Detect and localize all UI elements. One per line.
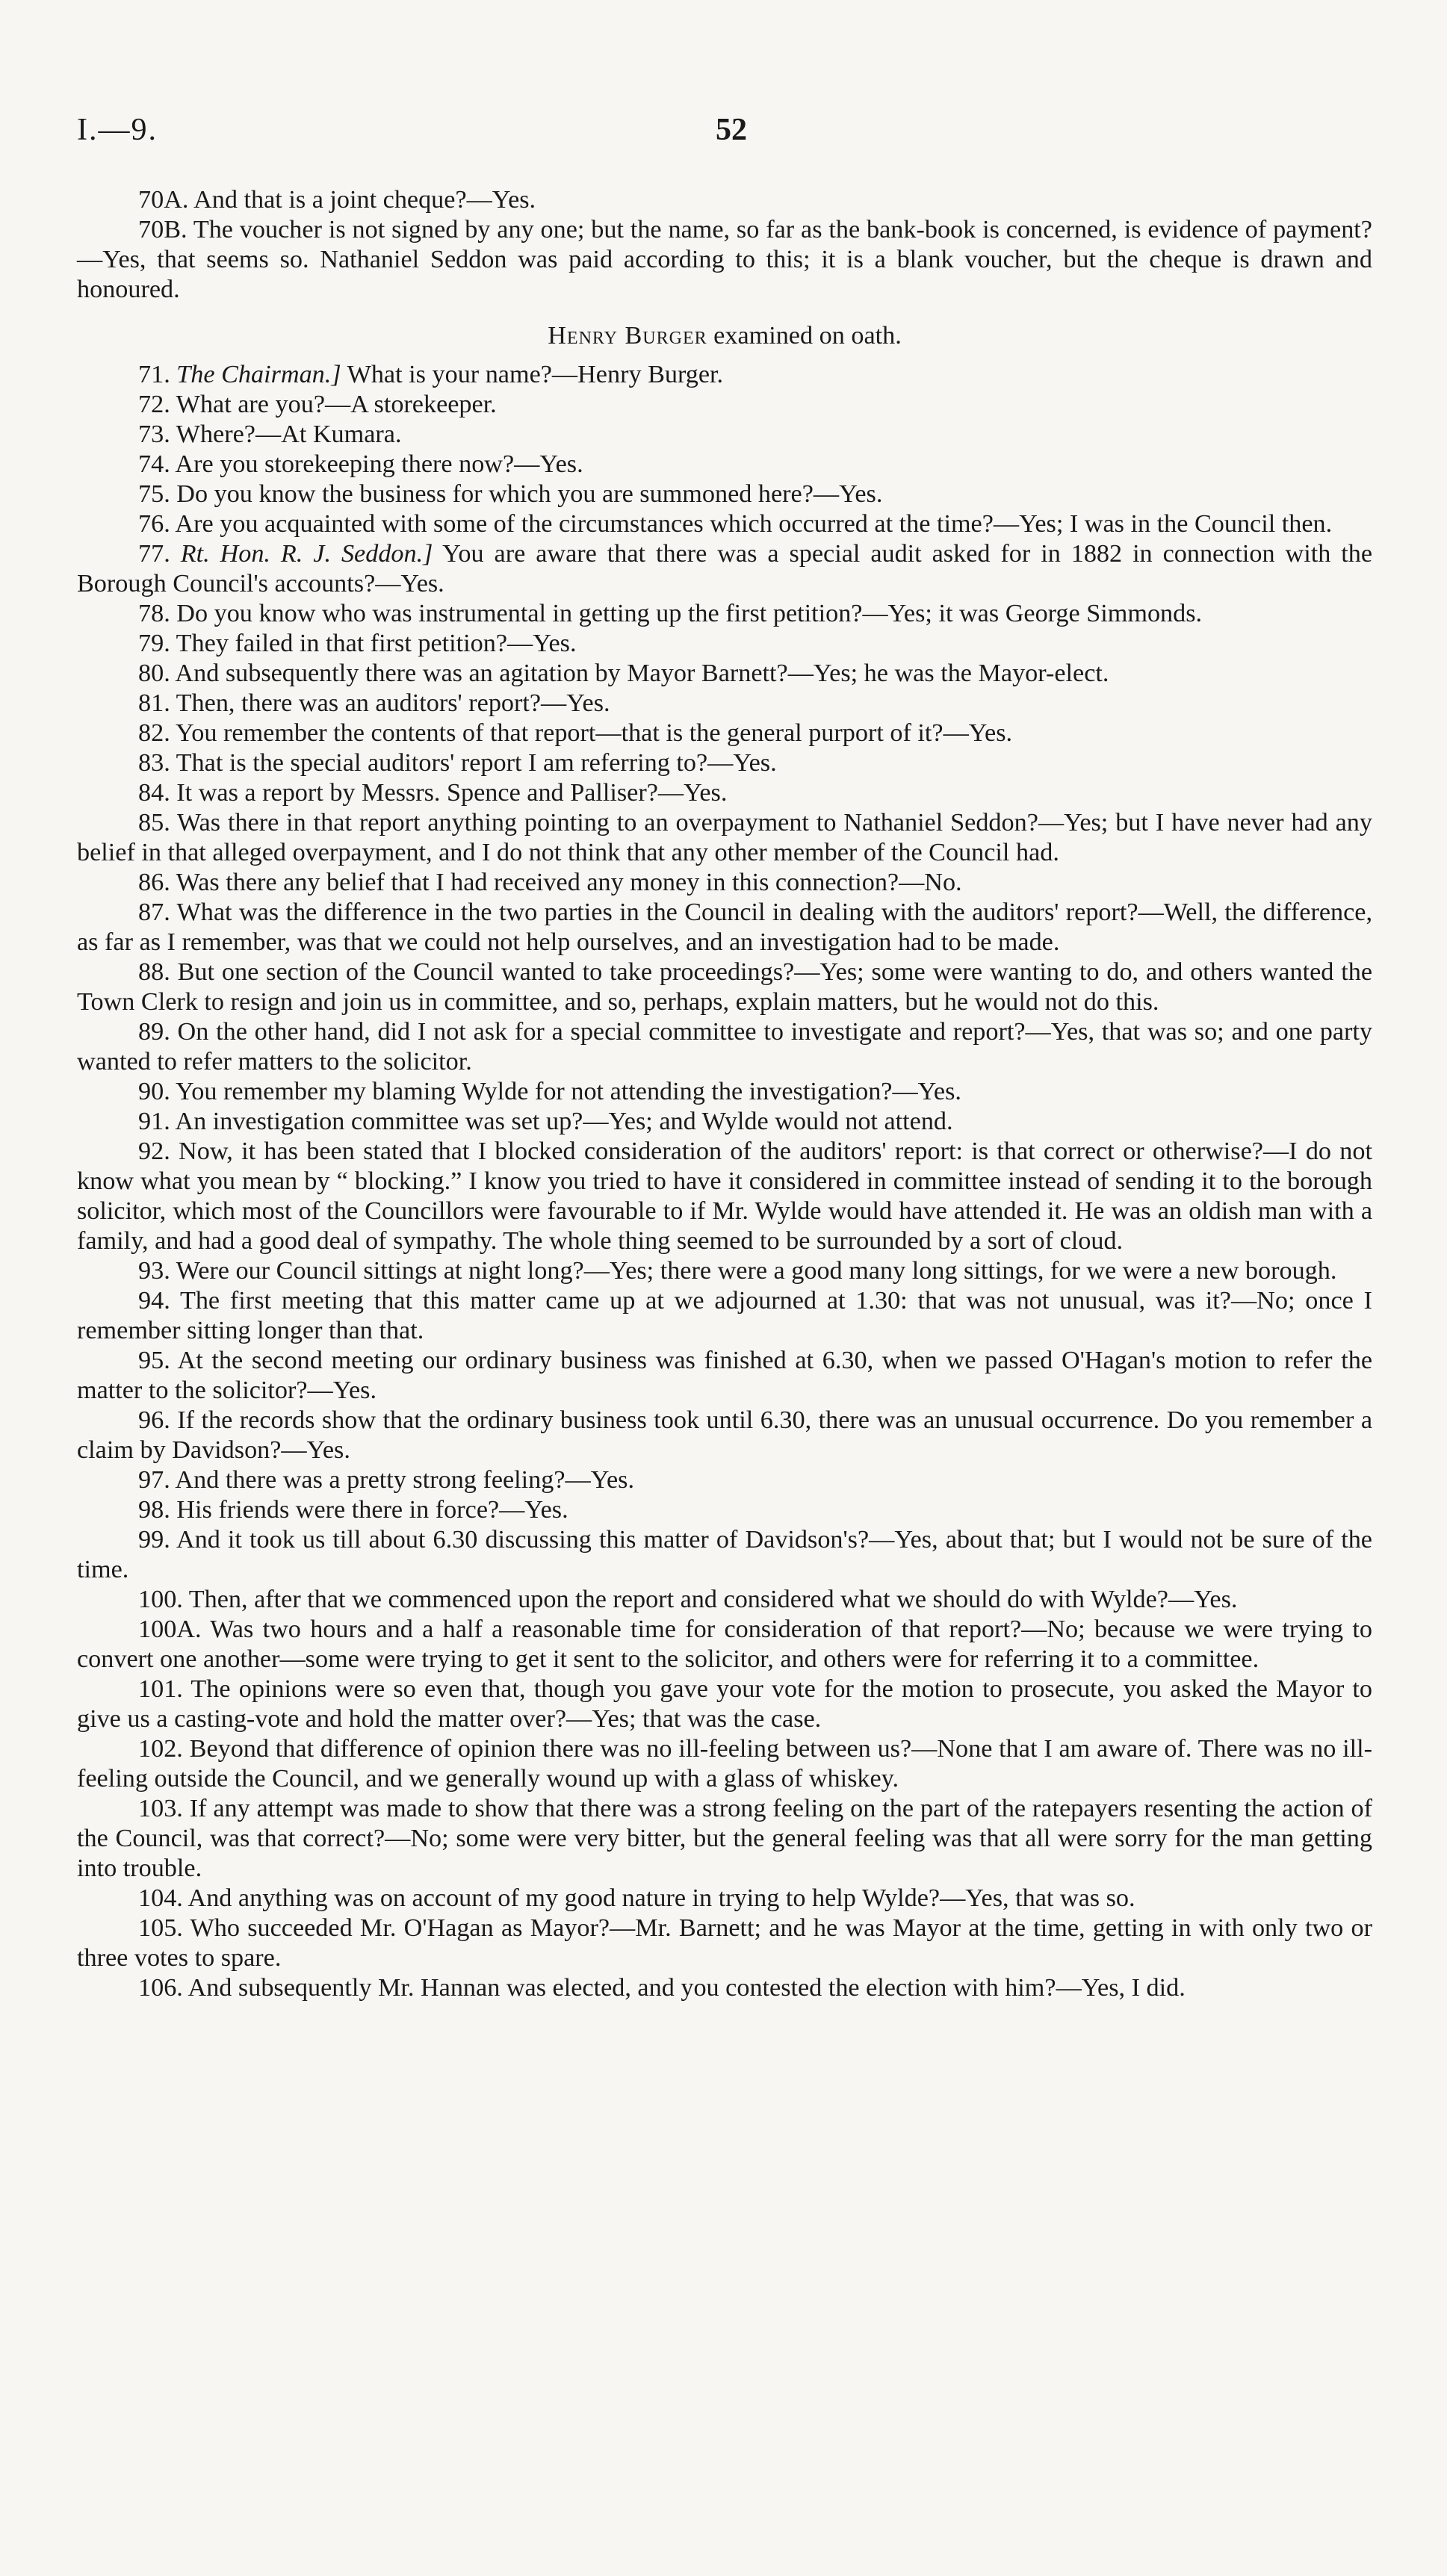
question-number: 81. <box>138 689 170 717</box>
question-paragraph <box>77 1914 1372 1973</box>
evidence-body <box>77 185 1372 2003</box>
question-text: Now, it has been stated that I blocked consideration of the auditors' report: is that correct or otherwise?—I do not know what you mean by “ blocking.” I know you tried to have it considered in committee instead of sending it to the borough solicitor, which most of the Councillors were favourable to if Mr. Wylde would have attended it. He was an oldish man with a family, and had a good deal of sympathy. The whole thing seemed to be surrounded by a sort of cloud. <box>77 1138 1372 1255</box>
question-number: 74. <box>138 450 170 478</box>
question-paragraph <box>77 1734 1372 1794</box>
question-text: You remember the contents of that report—that is the general purport of it?—Yes. <box>176 719 1013 747</box>
question-paragraph <box>77 958 1372 1017</box>
question-paragraph <box>77 1585 1372 1615</box>
question-text: On the other hand, did I not ask for a special committee to investigate and report?—Yes, that was so; and one party wanted to refer matters to the solicitor. <box>77 1018 1373 1076</box>
question-number: 79. <box>138 630 170 657</box>
question-number: 106. <box>138 1974 183 2002</box>
question-text: Are you storekeeping there now?—Yes. <box>175 450 583 478</box>
question-number: 82. <box>138 719 170 747</box>
question-text: At the second meeting our ordinary business was finished at 6.30, when we passed O'Hagan's motion to refer the matter to the solicitor?—Yes. <box>77 1347 1372 1404</box>
question-text: Do you know who was instrumental in getting up the first petition?—Yes; it was George Simmonds. <box>176 600 1203 627</box>
question-paragraph <box>77 390 1372 420</box>
question-paragraph <box>77 629 1372 659</box>
question-paragraph <box>77 1615 1372 1675</box>
question-text: You are aware that there was a special audit asked for in 1882 in connection with the Borough Council's accounts?—Yes. <box>77 540 1373 598</box>
question-number: 95. <box>138 1347 170 1374</box>
question-number: 100. <box>138 1586 183 1613</box>
question-paragraph <box>77 360 1372 390</box>
question-number: 99. <box>138 1526 170 1554</box>
question-text: Beyond that difference of opinion there was no ill-feeling between us?—None that I am aware of. There was no ill-feeling outside the Council, and we generally wound up with a glass of whiskey. <box>77 1735 1373 1793</box>
question-text: If any attempt was made to show that there was a strong feeling on the part of the ratepayers resenting the action of the Council, was that correct?—No; some were very bitter, but the general feeling was that all were sorry for the man getting into trouble. <box>77 1795 1372 1882</box>
question-text: It was a report by Messrs. Spence and Palliser?—Yes. <box>176 779 728 807</box>
question-paragraph <box>77 1884 1372 1914</box>
question-number: 91. <box>138 1108 170 1135</box>
question-number: 75. <box>138 480 170 508</box>
question-number: 98. <box>138 1496 170 1524</box>
question-paragraph <box>77 509 1372 539</box>
question-text: His friends were there in force?—Yes. <box>176 1496 568 1524</box>
question-text: The opinions were so even that, though you gave your vote for the motion to prosecute, you asked the Mayor to give us a casting-vote and hold the matter over?—Yes; that was the case. <box>77 1675 1373 1733</box>
question-paragraph <box>77 1794 1372 1884</box>
examination-heading <box>77 321 1372 351</box>
question-number: 77. <box>138 540 170 568</box>
question-number: 103. <box>138 1795 183 1822</box>
question-paragraph <box>77 1495 1372 1525</box>
question-number: 72. <box>138 391 170 418</box>
question-number: 92. <box>138 1138 170 1165</box>
question-paragraph <box>77 1077 1372 1107</box>
page-number: 52 <box>716 113 747 147</box>
question-text: That is the special auditors' report I am referring to?—Yes. <box>176 749 777 777</box>
question-text: The voucher is not signed by any one; but the name, so far as the bank-book is concerned, is evidence of payment?—Yes, that seems so. Nathaniel Seddon was paid according to this; it is a blank voucher, but the cheque is drawn and honoured. <box>77 216 1372 303</box>
question-number: 84. <box>138 779 170 807</box>
question-paragraph <box>77 1286 1372 1346</box>
question-text: Was there in that report anything pointing to an overpayment to Nathaniel Seddon?—Yes; but I have never had any belief in that alleged overpayment, and I do not think that any other member of the Council had. <box>77 809 1372 866</box>
witness-name: Henry Burger <box>548 322 707 350</box>
question-text: And subsequently there was an agitation by Mayor Barnett?—Yes; he was the Mayor-elect. <box>175 659 1109 687</box>
question-number: 70B. <box>138 216 188 243</box>
question-number: 71. <box>138 361 170 388</box>
question-text: Are you acquainted with some of the circumstances which occurred at the time?—Yes; I was in the Council then. <box>175 510 1333 538</box>
question-text: If the records show that the ordinary business took until 6.30, there was an unusual occurrence. Do you remember a claim by Davidson?—Yes. <box>77 1406 1372 1464</box>
question-text: And that is a joint cheque?—Yes. <box>193 186 536 214</box>
question-paragraph <box>77 1107 1372 1137</box>
question-paragraph <box>77 1973 1372 2003</box>
question-number: 70A. <box>138 186 189 214</box>
question-paragraph <box>77 1137 1372 1256</box>
question-number: 105. <box>138 1914 183 1942</box>
question-paragraph <box>77 898 1372 958</box>
question-text: But one section of the Council wanted to take proceedings?—Yes; some were wanting to do, and others wanted the Town Clerk to resign and join us in committee, and so, perhaps, explain matters, but he would not do this. <box>77 958 1373 1016</box>
question-paragraph <box>77 450 1372 479</box>
question-paragraph <box>77 1465 1372 1495</box>
question-number: 93. <box>138 1257 170 1285</box>
question-paragraph <box>77 719 1372 748</box>
question-text: And there was a pretty strong feeling?—Yes. <box>175 1466 635 1494</box>
question-paragraph <box>77 748 1372 778</box>
question-number: 97. <box>138 1466 170 1494</box>
question-paragraph <box>77 689 1372 719</box>
question-paragraph <box>77 479 1372 509</box>
question-text: Was there any belief that I had received any money in this connection?—No. <box>176 869 962 896</box>
question-text: Was two hours and a half a reasonable time for consideration of that report?—No; because we were trying to convert one another—some were trying to get it sent to the solicitor, and others were for referring it to a committee. <box>77 1616 1372 1673</box>
question-text: Then, after that we commenced upon the report and considered what we should do with Wylde?—Yes. <box>188 1586 1238 1613</box>
question-text: Who succeeded Mr. O'Hagan as Mayor?—Mr. Barnett; and he was Mayor at the time, getting in with only two or three votes to spare. <box>77 1914 1373 1972</box>
question-paragraph <box>77 599 1372 629</box>
question-number: 94. <box>138 1287 170 1315</box>
question-paragraph <box>77 778 1372 808</box>
examination-suffix: examined on oath. <box>707 322 902 350</box>
question-text: And it took us till about 6.30 discussing this matter of Davidson's?—Yes, about that; but I would not be sure of the time. <box>77 1526 1372 1583</box>
question-text: They failed in that first petition?—Yes. <box>176 630 577 657</box>
question-text: Then, there was an auditors' report?—Yes. <box>176 689 610 717</box>
question-text: The first meeting that this matter came up at we adjourned at 1.30: that was not unusual, was it?—No; once I remember sitting longer than that. <box>77 1287 1373 1344</box>
question-paragraph <box>77 420 1372 450</box>
question-paragraph <box>77 1256 1372 1286</box>
question-number: 87. <box>138 899 170 926</box>
question-text: What are you?—A storekeeper. <box>176 391 497 418</box>
question-paragraph <box>77 808 1372 868</box>
preceding-questions <box>77 185 1372 305</box>
speaker-label: Rt. Hon. R. J. Seddon.] <box>180 540 433 568</box>
question-number: 102. <box>138 1735 183 1763</box>
question-text: Where?—At Kumara. <box>176 420 402 448</box>
question-paragraph <box>77 1017 1372 1077</box>
question-number: 100A. <box>138 1616 202 1643</box>
question-text: Were our Council sittings at night long?—Yes; there were a good many long sittings, for we were a new borough. <box>176 1257 1337 1285</box>
question-paragraph <box>77 539 1372 599</box>
question-paragraph <box>77 1675 1372 1734</box>
question-number: 73. <box>138 420 170 448</box>
question-number: 80. <box>138 659 170 687</box>
question-number: 104. <box>138 1884 183 1912</box>
question-number: 86. <box>138 869 170 896</box>
page-header <box>77 112 1372 172</box>
question-number: 89. <box>138 1018 170 1046</box>
question-paragraph <box>77 1525 1372 1585</box>
question-list <box>77 360 1372 2003</box>
question-number: 76. <box>138 510 170 538</box>
question-paragraph <box>77 1346 1372 1406</box>
question-number: 78. <box>138 600 170 627</box>
question-paragraph <box>77 185 1372 215</box>
question-text: An investigation committee was set up?—Yes; and Wylde would not attend. <box>175 1108 953 1135</box>
question-number: 83. <box>138 749 170 777</box>
question-number: 90. <box>138 1078 170 1105</box>
question-text: What was the difference in the two parties in the Council in dealing with the auditors' report?—Well, the difference, as far as I remember, was that we could not help ourselves, and an investigation had to be made. <box>77 899 1372 956</box>
question-number: 96. <box>138 1406 170 1434</box>
question-text: Do you know the business for which you are summoned here?—Yes. <box>176 480 883 508</box>
paper-reference: I.—9. <box>77 113 158 147</box>
question-text: And subsequently Mr. Hannan was elected, and you contested the election with him?—Yes, I did. <box>188 1974 1186 2002</box>
question-number: 88. <box>138 958 170 986</box>
question-paragraph <box>77 215 1372 305</box>
question-paragraph <box>77 1406 1372 1465</box>
question-text: You remember my blaming Wylde for not attending the investigation?—Yes. <box>176 1078 961 1105</box>
question-paragraph <box>77 868 1372 898</box>
question-number: 85. <box>138 809 170 837</box>
question-paragraph <box>77 659 1372 689</box>
speaker-label: The Chairman.] <box>176 361 341 388</box>
question-number: 101. <box>138 1675 183 1703</box>
question-text: What is your name?—Henry Burger. <box>341 361 724 388</box>
question-text: And anything was on account of my good nature in trying to help Wylde?—Yes, that was so. <box>188 1884 1135 1912</box>
